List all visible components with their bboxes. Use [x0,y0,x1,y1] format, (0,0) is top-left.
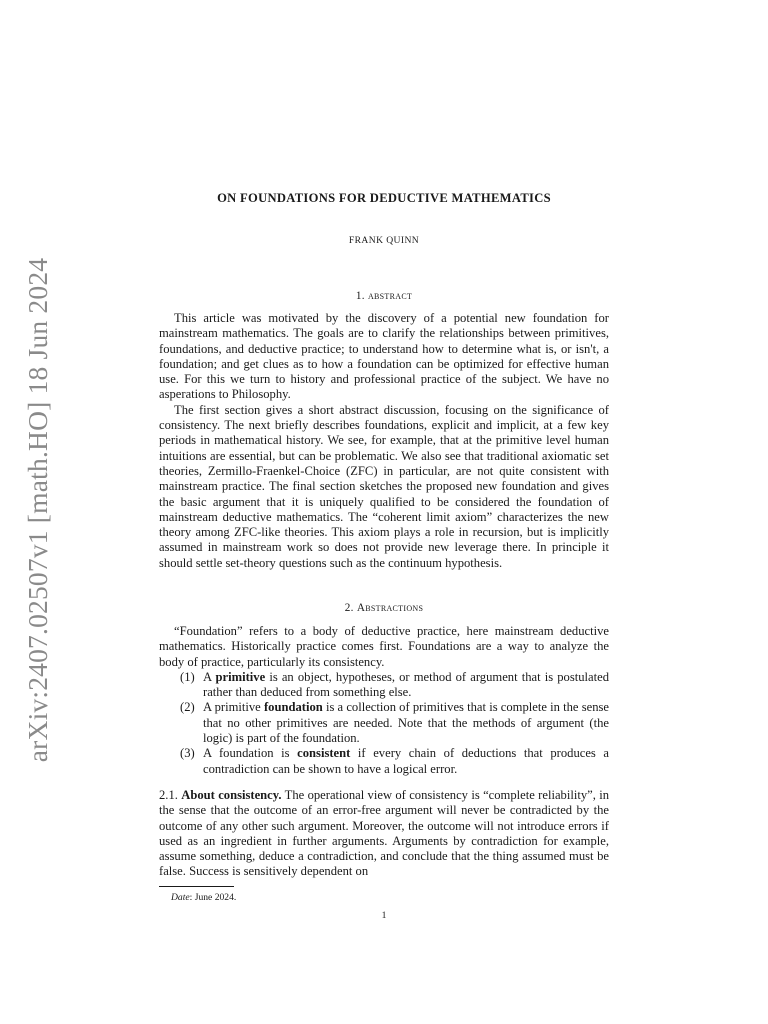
arxiv-identifier-stamp [20,255,56,765]
section-2-title: Abstractions [356,602,424,614]
date-footnote [171,892,236,904]
definition-text-before: A foundation is [203,746,298,761]
subsection-2-1-paragraph [159,788,609,880]
definition-item [159,700,609,746]
section-2-heading [159,601,609,616]
section-1-number: 1. [355,290,365,302]
arxiv-identifier-text: arXiv:2407.02507v1 [math.HO] 18 Jun 2024 [22,257,54,763]
definition-term: foundation [263,700,323,715]
subsection-2-1 [159,788,609,880]
definition-number: (2) [180,700,195,715]
definition-text-before: A primitive [203,700,264,715]
definitions-list [159,670,609,777]
section-2-body [159,624,609,777]
section-2-number: 2. [344,602,354,614]
definition-item [159,670,609,701]
definition-term: consistent [297,746,351,761]
subsection-2-1-text: The operational view of consistency is “complete reliability”, in the sense that the outcome of an error-free argument will never be contradicted by the outcome of any other such argument. Moreover, the outcome will not introduce errors if used as an ingredient in further arguments. Arguments by contradiction for example, assume something, deduce a contradiction, and conclude that the thing assumed must be false. Success is sensitively dependent on [159,788,610,879]
definition-text-after: is an object, hypotheses, or method of argument that is postulated rather than deduced from something else. [203,669,609,700]
abstract-paragraph-2: The first section gives a short abstract discussion, focusing on the significance of consistency. The next briefly describes foundations, explicit and implicit, at a few key periods in mathematical history. We see, for example, that at the primitive level human intuitions are essential, but can be problematic. We also see that traditional axiomatic set theories, Zermillo-Fraenkel-Choice (ZFC) in particular, are not quite consistent with mainstream practice. The final section sketches the proposed new foundation and gives the basic argument that it is uniquely qualified to be considered the foundation of mainstream deductive mathematics. The “coherent limit axiom” characterizes the new theory among ZFC-like theories. This axiom plays a role in recursion, but is implicitly assumed in mainstream work so does not provide new leverage there. In principle it should settle set-theory questions such as the continuum hypothesis. [159,402,609,570]
section-2-intro: “Foundation” refers to a body of deductive practice, here mainstream deductive mathematics. Historically practice comes first. Foundations are a way to analyze the body of practice, particularly its consistency. [159,624,609,669]
definition-term: primitive [215,669,266,684]
abstract-paragraph-1: This article was motivated by the discovery of a potential new foundation for mainstream mathematics. The goals are to clarify the relationships between primitives, foundations, and deductive practice; to understand how to determine what is, or isn't, a foundation; and get clues as to how a foundation can be optimized for effective human use. For this we turn to history and professional practice of the subject. We have no asperations to Philosophy. [159,311,609,402]
subsection-2-1-number: 2.1. [159,788,178,802]
definition-number: (3) [180,746,195,761]
paper-author: FRANK QUINN [348,235,420,246]
section-1-title: abstract [367,290,413,302]
abstract-body [159,311,609,571]
page-number: 1 [381,910,387,921]
footnote-text: : June 2024. [189,892,237,903]
definition-text-after: if every chain of deductions that produces a contradiction can be shown to have a logical error. [203,746,610,776]
footnote-rule [159,886,234,887]
definition-number: (1) [180,669,195,684]
footnote-label: Date [171,892,190,903]
paper-title: ON FOUNDATIONS FOR DEDUCTIVE MATHEMATICS [217,191,551,205]
definition-item [159,746,609,777]
subsection-2-1-heading: About consistency. [181,788,282,802]
definition-text-before: A [203,669,216,684]
definition-text-after: is a collection of primitives that is complete in the sense that no other primitives are needed. Note that the methods of argument (the logic) is part of the foundation. [203,700,609,746]
section-1-heading [159,289,609,304]
